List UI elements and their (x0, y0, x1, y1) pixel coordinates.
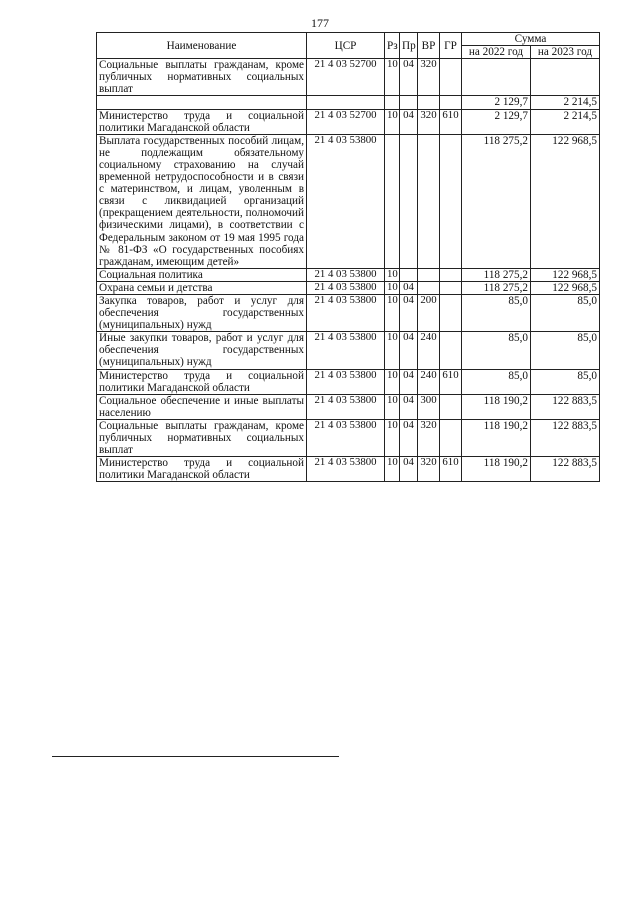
header-pr: Пр (400, 33, 418, 59)
pr-cell: 04 (400, 294, 418, 331)
sum-2022-cell: 2 129,7 (462, 109, 531, 134)
rz-cell: 10 (385, 457, 400, 482)
csr-cell: 21 4 03 53800 (307, 457, 385, 482)
header-year-2023: на 2023 год (531, 46, 600, 59)
vr-cell (418, 134, 440, 268)
sum-2022-cell: 118 275,2 (462, 268, 531, 281)
pr-cell (400, 134, 418, 268)
pr-cell: 04 (400, 281, 418, 294)
sum-2023-cell: 122 883,5 (531, 457, 600, 482)
name-cell: Министерство труда и социальной политики Магаданской области (97, 457, 307, 482)
csr-cell: 21 4 03 53800 (307, 394, 385, 419)
gr-cell: 610 (440, 457, 462, 482)
csr-cell: 21 4 03 53800 (307, 134, 385, 268)
sum-2023-cell: 122 968,5 (531, 268, 600, 281)
page-number: 177 (311, 16, 329, 30)
vr-cell: 200 (418, 294, 440, 331)
rz-cell: 10 (385, 419, 400, 456)
csr-cell: 21 4 03 53800 (307, 419, 385, 456)
table-row (97, 419, 600, 456)
gr-cell (440, 281, 462, 294)
header-rz: Рз (385, 33, 400, 59)
csr-cell (307, 96, 385, 109)
sum-2022-cell: 118 275,2 (462, 134, 531, 268)
table-body (97, 59, 600, 482)
name-cell: Иные закупки товаров, работ и услуг для обеспечения государственных (муниципальных) нужд (97, 332, 307, 369)
csr-cell: 21 4 03 53800 (307, 369, 385, 394)
table-row (97, 457, 600, 482)
name-cell: Социальное обеспечение и иные выплаты населению (97, 394, 307, 419)
sum-2022-cell: 2 129,7 (462, 96, 531, 109)
rz-cell (385, 96, 400, 109)
sum-2023-cell: 85,0 (531, 332, 600, 369)
vr-cell (418, 96, 440, 109)
table-row (97, 394, 600, 419)
sum-2023-cell: 122 968,5 (531, 281, 600, 294)
table-row (97, 109, 600, 134)
pr-cell (400, 268, 418, 281)
table-row (97, 268, 600, 281)
sum-2022-cell: 85,0 (462, 332, 531, 369)
pr-cell: 04 (400, 59, 418, 96)
header-gr: ГР (440, 33, 462, 59)
pr-cell: 04 (400, 109, 418, 134)
header-year-2022: на 2022 год (462, 46, 531, 59)
sum-2023-cell: 85,0 (531, 294, 600, 331)
sum-2022-cell: 118 190,2 (462, 394, 531, 419)
gr-cell (440, 134, 462, 268)
gr-cell (440, 96, 462, 109)
vr-cell: 300 (418, 394, 440, 419)
table-row (97, 134, 600, 268)
rz-cell: 10 (385, 59, 400, 96)
csr-cell: 21 4 03 53800 (307, 281, 385, 294)
gr-cell (440, 419, 462, 456)
name-cell: Выплата государственных пособий лицам, не подлежащим обязательному социальному страхованию на случай временной нетрудоспособности и в связи с материнством, и лицам, уволенным в связи с ликвидацией организаций (прекращением деятельности, полномочий физическими лицами), в соответствии с Федеральным законом от 19 мая 1995 года № 81-ФЗ «О государственных пособиях гражданам, имеющим детей» (97, 134, 307, 268)
name-cell: Охрана семьи и детства (97, 281, 307, 294)
sum-2023-cell (531, 59, 600, 96)
table-row (97, 369, 600, 394)
sum-2023-cell: 85,0 (531, 369, 600, 394)
pr-cell: 04 (400, 419, 418, 456)
pr-cell: 04 (400, 332, 418, 369)
pr-cell: 04 (400, 457, 418, 482)
vr-cell: 320 (418, 59, 440, 96)
rz-cell: 10 (385, 332, 400, 369)
rz-cell: 10 (385, 369, 400, 394)
sum-2023-cell: 122 968,5 (531, 134, 600, 268)
table-row (97, 281, 600, 294)
vr-cell (418, 281, 440, 294)
name-cell: Социальные выплаты гражданам, кроме публичных нормативных социальных выплат (97, 59, 307, 96)
rz-cell: 10 (385, 294, 400, 331)
vr-cell: 240 (418, 369, 440, 394)
vr-cell: 320 (418, 419, 440, 456)
gr-cell: 610 (440, 109, 462, 134)
rz-cell: 10 (385, 109, 400, 134)
header-name: Наименование (97, 33, 307, 59)
table-row (97, 294, 600, 331)
header-vr: ВР (418, 33, 440, 59)
footer-rule (52, 756, 339, 757)
table-row (97, 96, 600, 109)
name-cell: Социальные выплаты гражданам, кроме публичных нормативных социальных выплат (97, 419, 307, 456)
name-cell (97, 96, 307, 109)
pr-cell (400, 96, 418, 109)
rz-cell: 10 (385, 268, 400, 281)
rz-cell: 10 (385, 281, 400, 294)
sum-2023-cell: 122 883,5 (531, 419, 600, 456)
sum-2023-cell: 122 883,5 (531, 394, 600, 419)
header-sum: Сумма (462, 33, 600, 46)
sum-2023-cell: 2 214,5 (531, 96, 600, 109)
header-csr: ЦСР (307, 33, 385, 59)
gr-cell (440, 268, 462, 281)
sum-2022-cell (462, 59, 531, 96)
gr-cell (440, 332, 462, 369)
gr-cell: 610 (440, 369, 462, 394)
rz-cell (385, 134, 400, 268)
sum-2022-cell: 118 190,2 (462, 419, 531, 456)
table-row (97, 59, 600, 96)
name-cell: Закупка товаров, работ и услуг для обеспечения государственных (муниципальных) нужд (97, 294, 307, 331)
sum-2023-cell: 2 214,5 (531, 109, 600, 134)
pr-cell: 04 (400, 394, 418, 419)
sum-2022-cell: 118 190,2 (462, 457, 531, 482)
pr-cell: 04 (400, 369, 418, 394)
vr-cell (418, 268, 440, 281)
name-cell: Министерство труда и социальной политики Магаданской области (97, 369, 307, 394)
budget-table (96, 32, 600, 482)
header-row-1 (97, 33, 600, 46)
vr-cell: 320 (418, 457, 440, 482)
csr-cell: 21 4 03 53800 (307, 268, 385, 281)
csr-cell: 21 4 03 52700 (307, 59, 385, 96)
rz-cell: 10 (385, 394, 400, 419)
vr-cell: 240 (418, 332, 440, 369)
sum-2022-cell: 118 275,2 (462, 281, 531, 294)
csr-cell: 21 4 03 52700 (307, 109, 385, 134)
csr-cell: 21 4 03 53800 (307, 332, 385, 369)
csr-cell: 21 4 03 53800 (307, 294, 385, 331)
name-cell: Социальная политика (97, 268, 307, 281)
table-row (97, 332, 600, 369)
gr-cell (440, 59, 462, 96)
sum-2022-cell: 85,0 (462, 369, 531, 394)
name-cell: Министерство труда и социальной политики Магаданской области (97, 109, 307, 134)
gr-cell (440, 294, 462, 331)
sum-2022-cell: 85,0 (462, 294, 531, 331)
gr-cell (440, 394, 462, 419)
vr-cell: 320 (418, 109, 440, 134)
